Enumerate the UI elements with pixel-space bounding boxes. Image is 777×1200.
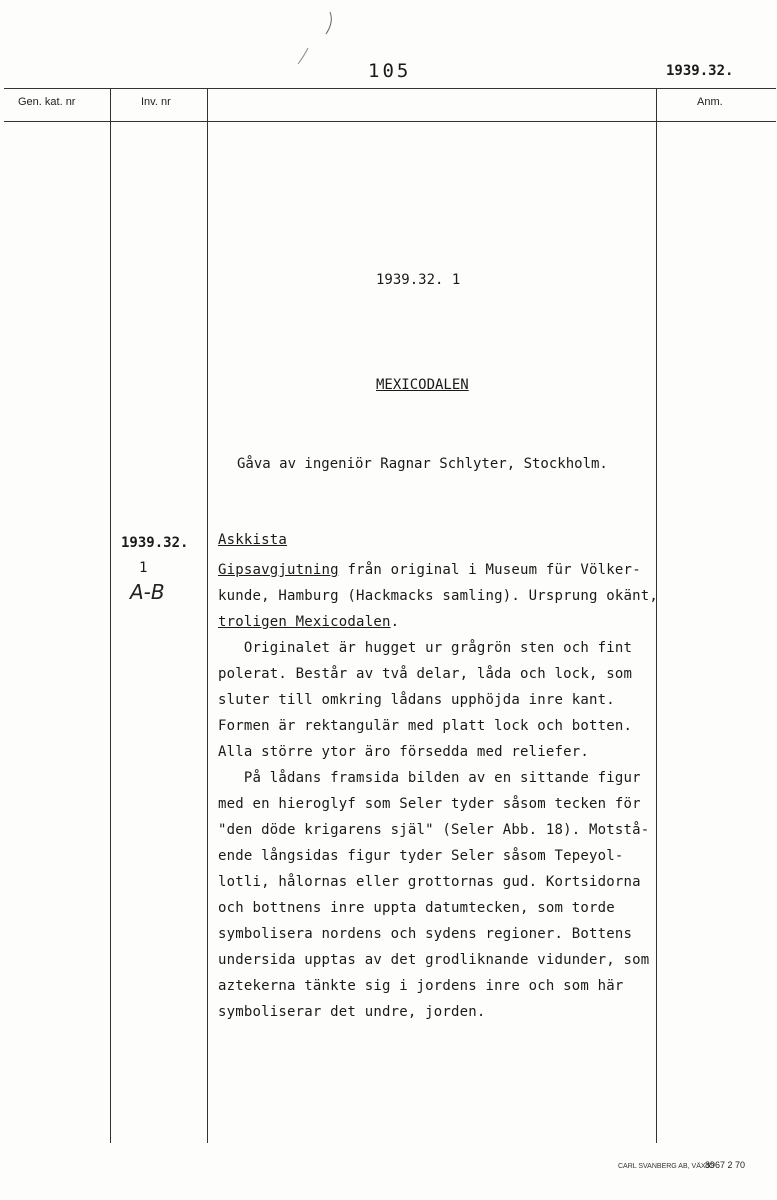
accession-number-header: 1939.32. xyxy=(666,63,734,79)
column-divider-1 xyxy=(110,88,111,1143)
description-line-18: symboliserar det undre, jorden. xyxy=(218,1004,486,1020)
description-line-8: Alla större ytor äro försedda med reliefer. xyxy=(218,744,590,760)
header-top-rule xyxy=(4,88,776,89)
description-line-10: med en hieroglyf som Seler tyder såsom tecken för xyxy=(218,796,641,812)
description-line-17: aztekerna tänkte sig i jordens inre och som här xyxy=(218,978,624,994)
column-divider-2 xyxy=(207,88,208,1143)
description-term-cast: Gipsavgjutning xyxy=(218,562,339,578)
donor-line: Gåva av ingeniör Ragnar Schlyter, Stockholm. xyxy=(237,456,608,472)
description-line-1 xyxy=(218,562,641,578)
description-line-3-rest: . xyxy=(390,614,400,630)
column-header-anm: Anm. xyxy=(697,96,723,108)
description-line-14: och bottnens inre uppta datumtecken, som torde xyxy=(218,900,615,916)
description-line-13: lotli, hålornas eller grottornas gud. Kortsidorna xyxy=(218,874,641,890)
inventory-number: 1939.32. xyxy=(121,535,189,551)
description-line-2: kunde, Hamburg (Hackmacks samling). Ursprung okänt, xyxy=(218,588,659,604)
form-code: 8967 2 70 xyxy=(705,1160,746,1170)
description-line-12: ende långsidas figur tyder Seler såsom Tepeyol- xyxy=(218,848,624,864)
entry-number-heading: 1939.32. 1 xyxy=(376,272,461,288)
region-title: MEXICODALEN xyxy=(376,377,469,393)
description-line-7: Formen är rektangulär med platt lock och botten. xyxy=(218,718,633,734)
description-term-origin: troligen Mexicodalen xyxy=(218,614,391,630)
description-line-15: symbolisera nordens och sydens regioner. Bottens xyxy=(218,926,633,942)
header-bottom-rule xyxy=(4,121,776,122)
page-number: 105 xyxy=(368,60,412,82)
pencil-mark xyxy=(290,8,340,68)
description-line-11: "den döde krigarens själ" (Seler Abb. 18). Motstå- xyxy=(218,822,650,838)
printer-imprint: CARL SVANBERG AB, VÄXJÖ xyxy=(618,1163,715,1170)
description-line-16: undersida upptas av det grodliknande vidunder, som xyxy=(218,952,650,968)
description-line-3 xyxy=(218,614,399,630)
column-divider-3 xyxy=(656,88,657,1143)
description-line-4: Originalet är hugget ur grågrön sten och fint xyxy=(218,640,633,656)
inventory-subnumber: 1 xyxy=(139,560,148,576)
object-name: Askkista xyxy=(218,532,288,548)
handwritten-part-range: A-B xyxy=(130,580,165,604)
description-line-6: sluter till omkring lådans upphöjda inre kant. xyxy=(218,692,615,708)
description-line-5: polerat. Består av två delar, låda och lock, som xyxy=(218,666,633,682)
column-header-gen-kat: Gen. kat. nr xyxy=(18,96,76,108)
description-line-1-rest: från original i Museum für Völker- xyxy=(338,562,641,578)
description-line-9: På lådans framsida bilden av en sittande figur xyxy=(218,770,641,786)
column-header-inv: Inv. nr xyxy=(141,96,171,108)
